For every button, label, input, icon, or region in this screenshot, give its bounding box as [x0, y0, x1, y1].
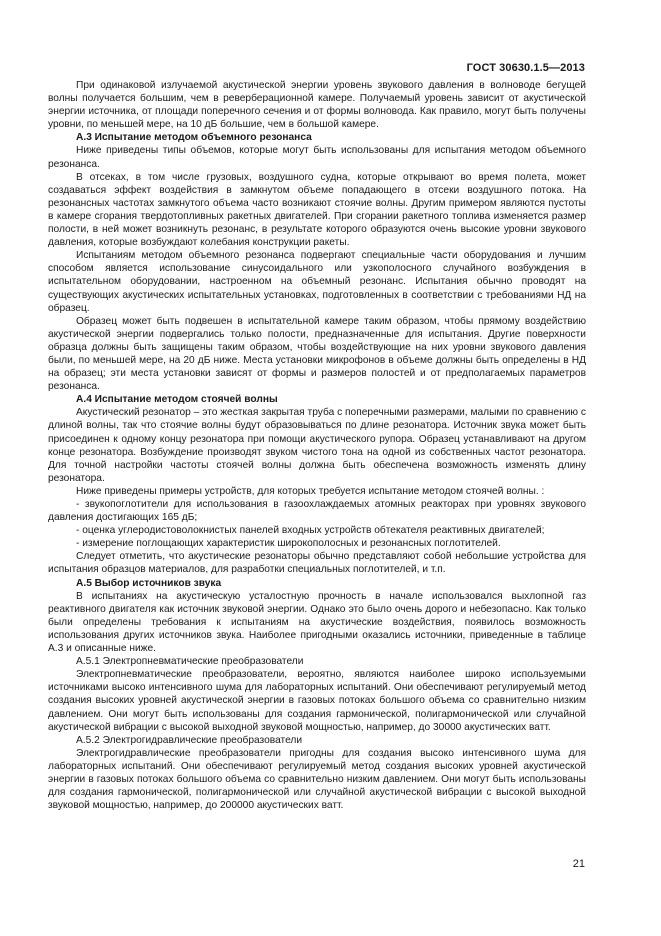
paragraph-sound-sources: В испытаниях на акустическую усталостную прочность в начале использовался выхлопной газ реактивного двигателя как источник звуковой энергии. Однако это было очень дорого и небезопасно. Как только были определены требования к испытаниям на акустические воздействия, появилось возможность использования других источников звука. Наиболее пригодными оказались источники, приведенные в таблице А.3 и описанные ниже. [48, 590, 586, 655]
paragraph-resonator-note: Следует отметить, что акустические резонаторы обычно представляют собой небольшие устройства для испытания образцов материалов, для разработки специальных поглотителей, и т.п. [48, 551, 586, 576]
section-heading-a3: А.3 Испытание методом объемного резонанса [76, 132, 312, 144]
page-body [48, 79, 586, 812]
paragraph-volume-resonance-tests: Испытаниям методом объемного резонанса подвергают специальные части оборудования и лучшим способом является использование синусоидального или узкополосного случайного возбуждения в испытательном оборудовании, настроенном на объемный резонанс. Испытания обычно проводят на существующих акустических испытательных установках, подготовленных в соответствии с требованиями НД на образец. [48, 250, 586, 314]
paragraph-volume-types-intro: Ниже приведены типы объемов, которые могут быть использованы для испытания методом объемного резонанса. [48, 145, 586, 170]
list-item-absorption-measurement: - измерение поглощающих характеристик широкополосных и резонансных поглотителей. [76, 538, 501, 550]
section-heading-a4: А.4 Испытание методом стоячей волны [76, 394, 278, 406]
list-item-carbon-panels: - оценка углеродистоволокнистых панелей входных устройств обтекателя реактивных двигателей; [76, 525, 545, 537]
paragraph-aircraft-compartments: В отсеках, в том числе грузовых, воздушного судна, которые открывают во время полета, может создаваться эффект воздействия в замкнутом объеме попадающего в отсеки воздушного потока. На резонансных частотах замкнутого объема часто возникают стоячие волны. Другим примером являются пустоты в камере сгорания твердотопливных ракетных двигателей. При сгорании ракетного топлива изменяется размер полости, в ней может возникнуть резонанс, в результате которого образуются очень высокие уровни звукового давления, которые возбуждают колебания конструкции ракеты. [48, 171, 586, 249]
paragraph-examples-intro: Ниже приведены примеры устройств, для которых требуется испытание методом стоячей волны. : [76, 485, 545, 497]
paragraph-waveguide-levels: При одинаковой излучаемой акустической энергии уровень звукового давления в волноводе бегущей волны получается большим, чем в реверберационной камере. Получаемый уровень зависит от акустической энергии источника, от площади поперечного сечения и от формы волновода. Как правило, могут быть получены уровни, по меньшей мере, на 10 дБ большие, чем в большой камере. [48, 80, 586, 131]
list-item-sound-absorbers: - звукопоглотители для использования в газоохлаждаемых атомных реакторах при уровнях звукового давления достигающих 165 дБ; [48, 499, 586, 524]
subsection-heading-a52: А.5.2 Электрогидравлические преобразователи [76, 734, 303, 746]
paragraph-electrohydraulic: Электрогидравлические преобразователи пригодны для создания высоко интенсивного шума для лабораторных испытаний. Они обеспечивают регулируемый метод создания высоких уровней акустической энергии в газовых потоках большого объема со сравнительно низким давлением. Они могут быть использованы для создания гармонической, полигармонической или случайной акустической вибрации с высокой выходной звуковой мощностью, например, до 200000 акустических ватт. [48, 747, 586, 812]
paragraph-electropneumatic: Электропневматические преобразователи, вероятно, являются наиболее широко используемыми источниками высоко интенсивного шума для лабораторных испытаний. Они обеспечивают регулируемый метод создания высоких уровней акустической энергии в газовых потоках большого объема со сравнительно низким давлением. Они могут быть использованы для создания гармонической, полигармонической или случайной акустической вибрации с высокой выходной звуковой мощностью, например, до 30000 акустических ватт. [48, 669, 586, 733]
section-heading-a5: А.5 Выбор источников звука [76, 577, 222, 589]
document-code-header: ГОСТ 30630.1.5—2013 [466, 62, 585, 74]
page-number: 21 [572, 858, 585, 870]
subsection-heading-a51: А.5.1 Электропневматические преобразователи [76, 656, 304, 668]
paragraph-specimen-mounting: Образец может быть подвешен в испытательной камере таким образом, чтобы прямому воздействию акустической энергии подвергались только полости, предназначенные для испытания. Другие поверхности образца должны быть защищены таким образом, чтобы воздействующие на них уровни звукового давления были, по меньшей мере, на 20 дБ ниже. Места установки микрофонов в объеме должны быть определены в НД на образец; эти места установки зависят от формы и размеров полостей и от предполагаемых параметров резонанса. [48, 315, 586, 393]
paragraph-acoustic-resonator: Акустический резонатор – это жесткая закрытая труба с поперечными размерами, малыми по сравнению с длиной волны, так что стоячие волны будут образовываться по длине резонатора. Источник звука может быть присоединен к одному концу резонатора при помощи акустического рупора. Образец устанавливают на другом конце резонатора. Возбуждение производят звуком чистого тона на одной из собственных частот резонатора. Для точной настройки частоты стоячей волны должна быть обеспечена возможность изменять длину резонатора. [48, 407, 586, 484]
